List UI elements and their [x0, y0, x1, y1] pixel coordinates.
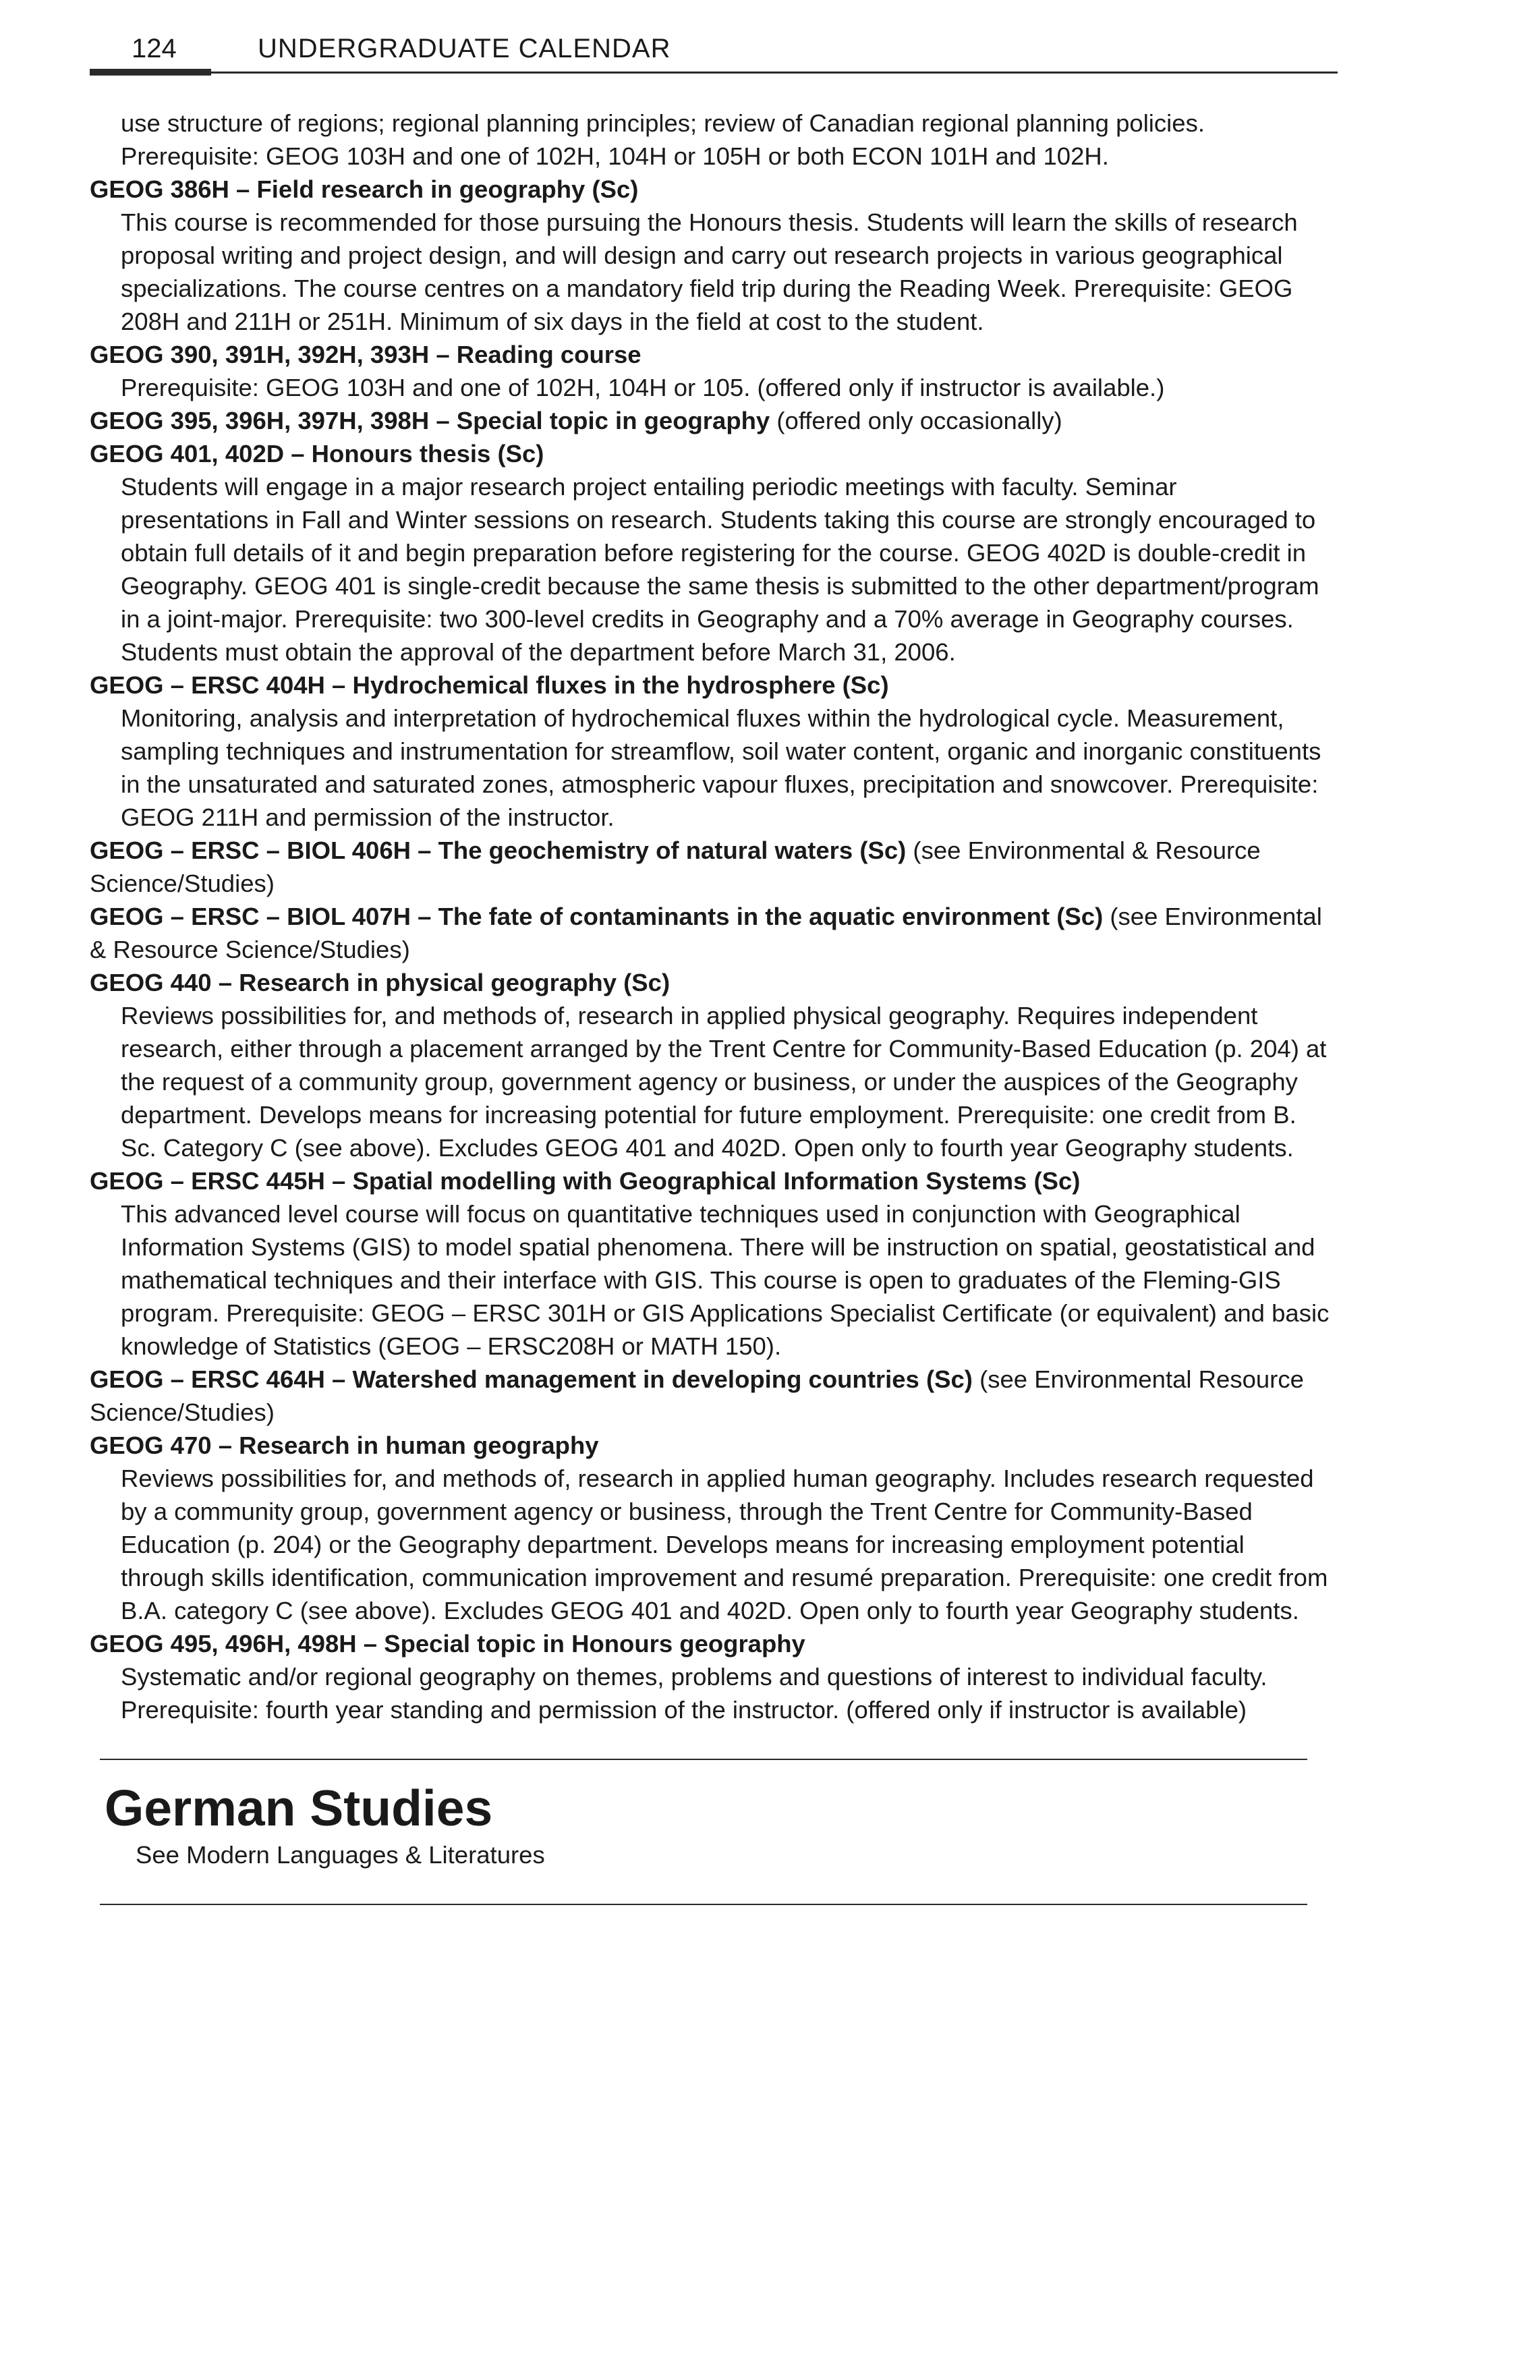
section-note: See Modern Languages & Literatures — [136, 1841, 545, 1869]
section-divider-bottom — [100, 1904, 1307, 1905]
course-title: GEOG – ERSC 404H – Hydrochemical fluxes in the hydrosphere (Sc) — [90, 671, 889, 699]
course-description: This course is recommended for those pursuing the Honours thesis. Students will learn the skills of research proposal writing and project design, and will design and carry out research projects in various geographical specializations. The course centres on a mandatory field trip during the Reading Week. Prerequisite: GEOG 208H and 211H or 251H. Minimum of six days in the field at cost to the student. — [121, 208, 1298, 335]
course-title: GEOG – ERSC – BIOL 406H – The geochemistry of natural waters (Sc) — [90, 837, 907, 864]
course-title: GEOG 440 – Research in physical geography (Sc) — [90, 969, 671, 996]
course-title-note: (offered only occasionally) — [770, 407, 1062, 434]
course-entry — [90, 437, 1331, 669]
course-title: GEOG 386H – Field research in geography (Sc) — [90, 175, 639, 203]
course-entry — [90, 1363, 1331, 1429]
course-entry — [90, 669, 1331, 834]
course-title-note: (see Environmental & Resource Science/Studies) — [90, 903, 1322, 963]
course-title: GEOG – ERSC 464H – Watershed management in developing countries (Sc) — [90, 1365, 973, 1393]
course-title: GEOG – ERSC – BIOL 407H – The fate of contaminants in the aquatic environment (Sc) — [90, 903, 1104, 930]
course-title: GEOG 401, 402D – Honours thesis (Sc) — [90, 440, 544, 468]
course-entry — [90, 338, 1331, 404]
header-rule — [90, 72, 1338, 74]
section-heading: German Studies — [105, 1780, 493, 1836]
course-title: GEOG 470 – Research in human geography — [90, 1432, 599, 1459]
continued-description: use structure of regions; regional planning principles; review of Canadian regional planning policies. Prerequisite: GEOG 103H and one of 102H, 104H or 105H or both ECON 101H and 102H. — [121, 109, 1205, 170]
course-title: GEOG 495, 496H, 498H – Special topic in Honours geography — [90, 1630, 805, 1658]
page-header — [90, 27, 1338, 81]
course-description: Students will engage in a major research project entailing periodic meetings with faculty. Seminar presentations in Fall and Winter sessions on research. Students taking this course are strongly encouraged to obtain full details of it and begin preparation before registering for the course. GEOG 402D is double-credit in Geography. GEOG 401 is single-credit because the same thesis is submitted to the other department/program in a joint-major. Prerequisite: two 300-level credits in Geography and a 70% average in Geography courses. Students must obtain the approval of the department before March 31, 2006. — [121, 473, 1319, 666]
course-entry — [90, 834, 1331, 900]
course-entry — [90, 1429, 1331, 1627]
course-title: GEOG 390, 391H, 392H, 393H – Reading course — [90, 341, 641, 368]
course-description: Monitoring, analysis and interpretation of hydrochemical fluxes within the hydrological cycle. Measurement, sampling techniques and instrumentation for streamflow, soil water content, organic and inorganic constituents in the unsaturated and saturated zones, atmospheric vapour fluxes, precipitation and snowcover. Prerequisite: GEOG 211H and permission of the instructor. — [121, 704, 1321, 831]
course-entry — [90, 900, 1331, 966]
header-title: UNDERGRADUATE CALENDAR — [258, 34, 671, 63]
course-title: GEOG 395, 396H, 397H, 398H – Special topic in geography — [90, 407, 770, 434]
course-title-note: (see Environmental Resource Science/Studies) — [90, 1365, 1304, 1426]
course-description: Systematic and/or regional geography on themes, problems and questions of interest to individual faculty. Prerequisite: fourth year standing and permission of the instructor. (offered only if instructor is available) — [121, 1663, 1267, 1724]
course-description: This advanced level course will focus on quantitative techniques used in conjunction with Geographical Information Systems (GIS) to model spatial phenomena. There will be instruction on spatial, geostatistical and mathematical techniques and their interface with GIS. This course is open to graduates of the Fleming-GIS program. Prerequisite: GEOG – ERSC 301H or GIS Applications Specialist Certificate (or equivalent) and basic knowledge of Statistics (GEOG – ERSC208H or MATH 150). — [121, 1200, 1330, 1360]
course-entry — [90, 173, 1331, 338]
course-entry — [90, 404, 1331, 437]
course-entry — [90, 1627, 1331, 1726]
course-description: Reviews possibilities for, and methods of, research in applied physical geography. Requires independent research, either through a placement arranged by the Trent Centre for Community-Based Education (p. 204) at the request of a community group, government agency or business, or under the auspices of the Geography department. Develops means for increasing potential for future employment. Prerequisite: one credit from B. Sc. Category C (see above). Excludes GEOG 401 and 402D. Open only to fourth year Geography students. — [121, 1002, 1327, 1162]
course-description: Reviews possibilities for, and methods of, research in applied human geography. Includes research requested by a community group, government agency or business, through the Trent Centre for Community-Based Education (p. 204) or the Geography department. Develops means for increasing employment potential through skills identification, communication improvement and resumé preparation. Prerequisite: one credit from B.A. category C (see above). Excludes GEOG 401 and 402D. Open only to fourth year Geography students. — [121, 1465, 1328, 1624]
course-title: GEOG – ERSC 445H – Spatial modelling with Geographical Information Systems (Sc) — [90, 1167, 1081, 1195]
course-description: Prerequisite: GEOG 103H and one of 102H, 104H or 105. (offered only if instructor is available.) — [121, 374, 1165, 401]
course-title-note: (see Environmental & Resource Science/Studies) — [90, 837, 1261, 897]
page-content — [90, 107, 1331, 1905]
course-entry — [90, 966, 1331, 1164]
page-number: 124 — [132, 34, 177, 63]
course-entry — [90, 1164, 1331, 1363]
